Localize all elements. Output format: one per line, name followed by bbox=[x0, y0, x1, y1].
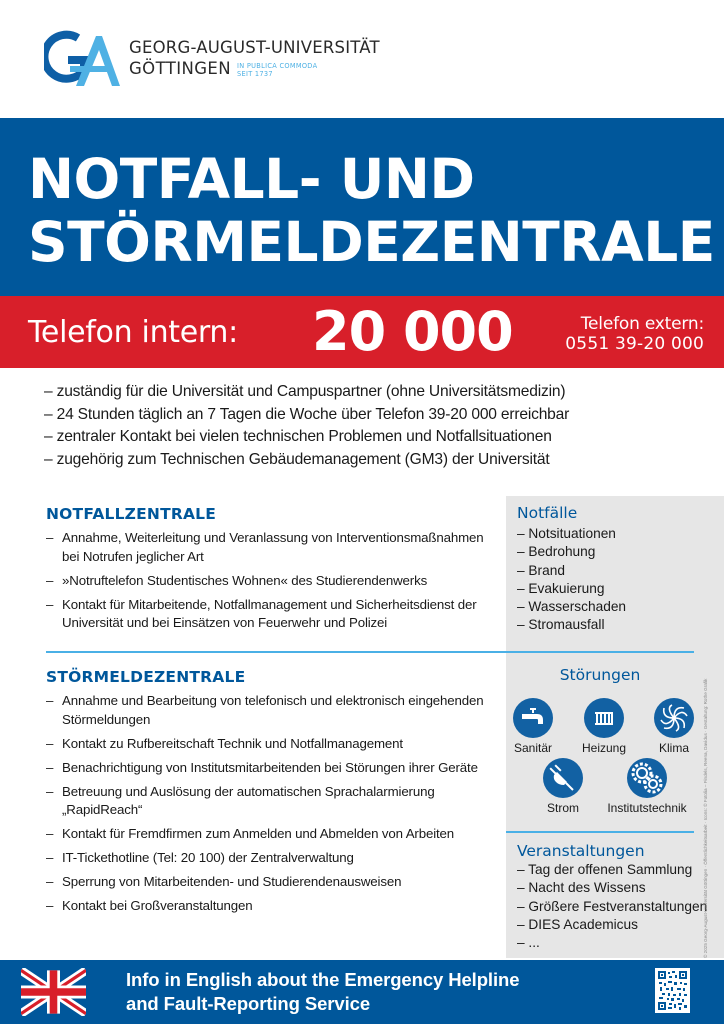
list-item: – Nacht des Wissens bbox=[517, 880, 646, 896]
page-title bbox=[28, 148, 715, 274]
phone-extern-number[interactable]: 0551 39-20 000 bbox=[565, 334, 704, 354]
university-name-line1: GEORG-AUGUST-UNIVERSITÄT bbox=[129, 38, 380, 57]
list-item: – Sperrung von Mitarbeitenden- und Studierendenausweisen bbox=[46, 873, 496, 892]
notfaelle-list bbox=[517, 525, 626, 635]
list-item: – IT-Tickethotline (Tel: 20 100) der Zentralverwaltung bbox=[46, 849, 496, 868]
list-item: – Kontakt für Fremdfirmen zum Anmelden und Abmelden von Arbeiten bbox=[46, 825, 496, 844]
sidebar-heading: Veranstaltungen bbox=[517, 842, 645, 860]
sidebar-heading: Störungen bbox=[559, 666, 641, 684]
list-item: – DIES Academicus bbox=[517, 916, 638, 932]
phone-intern-number[interactable]: 20 000 bbox=[312, 300, 513, 363]
footer-line1: Info in English about the Emergency Helpline bbox=[126, 969, 520, 990]
section-heading: STÖRMELDEZENTRALE bbox=[46, 668, 246, 686]
section-divider bbox=[46, 651, 694, 653]
title-band bbox=[0, 118, 724, 296]
list-item: – Notsituationen bbox=[517, 526, 616, 541]
sidebar-heading: Notfälle bbox=[517, 504, 578, 522]
university-name-line2: GÖTTINGEN bbox=[129, 59, 232, 78]
list-item: – Kontakt zu Rufbereitschaft Technik und Notfallmanagement bbox=[46, 735, 496, 754]
page-title-line2: STÖRMELDEZENTRALE bbox=[28, 210, 715, 274]
footer[interactable] bbox=[0, 960, 724, 1024]
radiator-icon bbox=[584, 698, 624, 738]
section-divider bbox=[506, 831, 694, 833]
section-heading: NOTFALLZENTRALE bbox=[46, 505, 217, 523]
phone-intern-label: Telefon intern: bbox=[28, 315, 238, 350]
list-item: – Bedrohung bbox=[517, 544, 596, 560]
credit-text: © 2025 Georg-August-Universität Göttingen · Öffentlichkeitsarbeit · Icons: © Fotolia – Findels, Reena, Davidus · Gestaltung: Rothe Grafik bbox=[703, 678, 708, 958]
section-stoermeldezentrale bbox=[46, 668, 496, 921]
list-item: – Tag der offenen Sammlung bbox=[517, 862, 693, 877]
motto-line2: SEIT 1737 bbox=[237, 70, 273, 78]
phone-extern-label: Telefon extern: bbox=[580, 314, 704, 334]
intro-item: – zentraler Kontakt bei vielen technischen Problemen und Notfallsituationen bbox=[44, 428, 552, 445]
intro-list bbox=[44, 381, 704, 471]
sidebar-notfaelle bbox=[517, 504, 626, 635]
footer-line2: and Fault-Reporting Service bbox=[126, 993, 371, 1014]
university-logo-icon bbox=[44, 30, 124, 90]
list-item: – Betreuung und Auslösung der automatischen Sprachalarmierung „RapidReach“ bbox=[46, 783, 496, 820]
list-item: – Brand bbox=[517, 562, 565, 578]
list-item: – Annahme und Bearbeitung von telefonisch und elektronisch eingehenden Störmeldungen bbox=[46, 692, 496, 729]
stoerung-strom bbox=[518, 758, 608, 815]
stoermeldezentrale-list bbox=[46, 692, 496, 916]
veranstaltungen-list bbox=[517, 861, 707, 952]
university-name bbox=[129, 38, 380, 80]
list-item: – Kontakt für Mitarbeitende, Notfallmanagement und Sicherheitsdienst der Universität und bei Einsätzen von Feuerwehr und Polizei bbox=[46, 596, 496, 633]
icon-label: Heizung bbox=[581, 741, 627, 755]
plug-icon bbox=[543, 758, 583, 798]
uk-flag-icon bbox=[21, 968, 86, 1016]
list-item: – Evakuierung bbox=[517, 580, 605, 596]
phone-band bbox=[0, 296, 724, 368]
intro-item: – 24 Stunden täglich an 7 Tagen die Woche über Telefon 39-20 000 erreichbar bbox=[44, 405, 570, 423]
intro-item: – zugehörig zum Technischen Gebäudemanagement (GM3) der Universität bbox=[44, 450, 550, 468]
icon-label: Strom bbox=[546, 801, 579, 815]
sidebar-veranstaltungen bbox=[517, 842, 707, 952]
stoerung-institutstechnik bbox=[602, 758, 692, 815]
list-item: – Benachrichtigung von Institutsmitarbeitenden bei Störungen ihrer Geräte bbox=[46, 759, 496, 778]
list-item: – Stromausfall bbox=[517, 617, 605, 633]
list-item: – ... bbox=[517, 935, 540, 951]
motto-line1: IN PUBLICA COMMODA bbox=[237, 62, 318, 70]
motto bbox=[237, 62, 317, 78]
gears-icon bbox=[627, 758, 667, 798]
list-item: – »Notruftelefon Studentisches Wohnen« des Studierendenwerks bbox=[46, 572, 496, 591]
list-item: – Kontakt bei Großveranstaltungen bbox=[46, 897, 496, 916]
notfallzentrale-list bbox=[46, 529, 496, 633]
intro-item: – zuständig für die Universität und Campuspartner (ohne Universitätsmedizin) bbox=[44, 383, 566, 400]
section-notfallzentrale bbox=[46, 505, 496, 638]
qr-code-icon[interactable] bbox=[655, 968, 690, 1013]
list-item: – Annahme, Weiterleitung und Veranlassung von Interventionsmaßnahmen bei Notrufen jeglicher Art bbox=[46, 529, 496, 566]
phone-extern bbox=[565, 314, 704, 354]
list-item: – Größere Festveranstaltungen bbox=[517, 898, 708, 914]
header bbox=[0, 0, 724, 118]
faucet-icon bbox=[513, 698, 553, 738]
footer-english-info[interactable] bbox=[126, 968, 519, 1016]
icon-label: Institutstechnik bbox=[607, 801, 687, 815]
icon-label: Klima bbox=[658, 741, 689, 755]
page-title-line1: NOTFALL- UND bbox=[28, 147, 475, 211]
icon-label: Sanitär bbox=[513, 741, 553, 755]
list-item: – Wasserschaden bbox=[517, 599, 627, 615]
fan-icon bbox=[654, 698, 694, 738]
